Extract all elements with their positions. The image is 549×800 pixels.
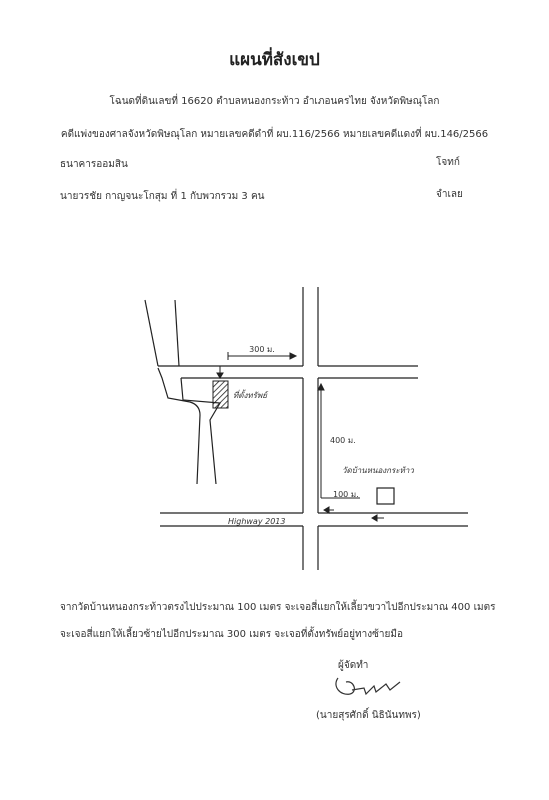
- property-site-marker: [213, 381, 228, 408]
- plaintiff-name: ธนาคารออมสิน: [60, 159, 128, 170]
- sketch-map: [0, 270, 549, 580]
- plaintiff-role: โจทก์: [436, 157, 460, 168]
- road-lines: [145, 287, 468, 570]
- temple-label: วัดบ้านหนองกระท้าว: [342, 466, 414, 475]
- distance-bottom-label: 100 ม.: [333, 490, 359, 499]
- distance-right-label: 400 ม.: [330, 436, 356, 445]
- deed-line: โฉนดที่ดินเลขที่ 16620 ตำบลหนองกระท้าว อำเภอนครไทย จังหวัดพิษณุโลก: [109, 96, 440, 107]
- highway-label: Highway 2013: [228, 517, 286, 526]
- signature-mark: [330, 672, 410, 702]
- preparer-name: (นายสุรศักดิ์ นิธินันทพร): [316, 710, 421, 721]
- preparer-role: ผู้จัดทำ: [338, 660, 369, 671]
- directions-line-1: จากวัดบ้านหนองกระท้าวตรงไปประมาณ 100 เมตร จะเจอสี่แยกให้เลี้ยวขวาไปอีกประมาณ 400 เมตร: [60, 602, 496, 613]
- directions-line-2: จะเจอสี่แยกให้เลี้ยวซ้ายไปอีกประมาณ 300 เมตร จะเจอที่ตั้งทรัพย์อยู่ทางซ้ายมือ: [60, 629, 403, 640]
- temple-marker: [377, 488, 394, 504]
- site-label: ที่ตั้งทรัพย์: [233, 391, 267, 400]
- distance-top-label: 300 ม.: [249, 345, 275, 354]
- case-line: คดีแพ่งของศาลจังหวัดพิษณุโลก หมายเลขคดีดำที่ ผบ.116/2566 หมายเลขคดีแดงที่ ผบ.146/2566: [60, 129, 489, 140]
- defendant-role: จำเลย: [436, 189, 463, 200]
- page-title: แผนที่สังเขป: [229, 50, 320, 70]
- defendant-name: นายวรชัย กาญจนะโกสุม ที่ 1 กับพวกรวม 3 คน: [60, 191, 265, 202]
